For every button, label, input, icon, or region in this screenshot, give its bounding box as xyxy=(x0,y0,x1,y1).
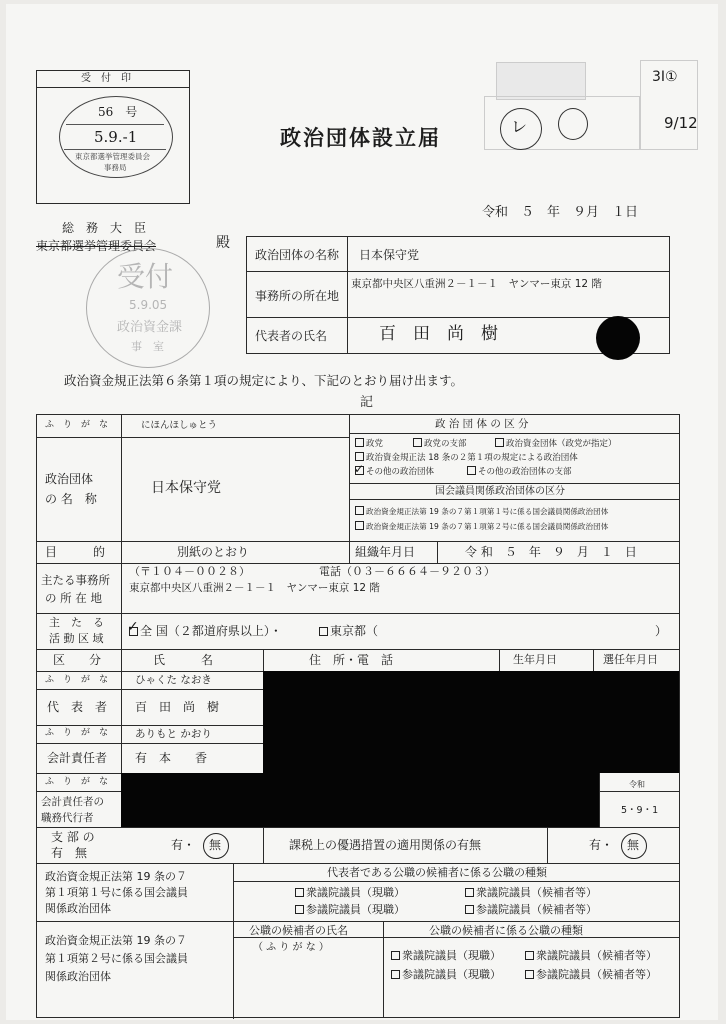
sec1-opt4-checkbox[interactable] xyxy=(465,905,474,914)
header-birth: 生年月日 xyxy=(513,653,557,666)
sec2-opt4-label: 参議院議員（候補者等） xyxy=(536,968,657,981)
tax-value: 有・ xyxy=(589,838,614,852)
review-circle-check xyxy=(500,108,542,150)
area-nationwide-label: 全 国（２都道府県以上）・ xyxy=(140,624,282,638)
sec2-name-title: 公職の候補者の氏名 xyxy=(249,924,348,937)
office-label-1: 主たる事務所 xyxy=(41,573,110,587)
sec2-label-1: 政治資金規正法第 19 条の７ xyxy=(45,934,187,947)
area-checked-mark: ✓ xyxy=(127,619,139,635)
classification-title: 政 治 団 体 の 区 分 xyxy=(435,418,529,430)
class-opt6-checkbox[interactable] xyxy=(467,466,476,475)
area-tokyo-label: 東京都（ xyxy=(330,624,379,638)
sec1-label-1: 政治資金規正法第 19 条の７ xyxy=(45,870,187,883)
addressee-line1: 総 務 大 臣 xyxy=(62,221,147,235)
stamp-org: 東京都選挙管理委員会 xyxy=(75,152,150,161)
stamp-number: 56 号 xyxy=(98,105,138,119)
postal-code: （〒１０４－００２８） xyxy=(129,565,250,578)
sec2-opt1-label: 衆議院議員（現職） xyxy=(402,949,501,962)
sec1-title: 代表者である公職の候補者に係る公職の種類 xyxy=(327,866,547,879)
furigana-label: ふ り が な xyxy=(45,420,109,430)
branch-label-1: 支 部 の xyxy=(51,830,95,844)
diet-opt2-label: 政治資金規正法第 19 条の７第１項第２号に係る国会議員関係政治団体 xyxy=(366,522,609,531)
class-opt2-label: 政党の支部 xyxy=(424,439,467,449)
review-check-mark: レ xyxy=(511,117,528,136)
redaction-block-1 xyxy=(263,671,679,773)
sec2-option-1 xyxy=(391,950,501,961)
branch-value: 有・ xyxy=(171,838,196,852)
branch-circled-none[interactable] xyxy=(203,833,229,859)
receipt-date-stamp xyxy=(59,96,173,178)
sec2-option-3 xyxy=(391,969,501,980)
furigana-value: にほんほしゅとう xyxy=(141,420,218,431)
receipt-box-title: 受 付 印 xyxy=(81,73,131,84)
tax-label: 課税上の優遇措置の適用関係の有無 xyxy=(289,838,482,852)
received-stamp xyxy=(86,248,210,368)
acc-furigana: ありもと かおり xyxy=(135,728,212,740)
sec1-option-2 xyxy=(465,887,597,898)
sec1-opt1-checkbox[interactable] xyxy=(295,888,304,897)
class-opt5-label: その他の政治団体 xyxy=(366,467,435,477)
rep-name: 百 田 尚 樹 xyxy=(135,700,220,714)
class-checked-mark: ✓ xyxy=(354,462,365,476)
class-opt3-label: 政治資金団体（政党が指定） xyxy=(506,439,617,449)
founding-value: 令 和 ５ 年 ９ 月 １ 日 xyxy=(465,545,637,559)
rep-furigana-label: ふ り が な xyxy=(45,675,109,685)
office-label-2: の 所 在 地 xyxy=(45,591,102,605)
document-page xyxy=(6,4,718,1020)
deputy-role-2: 職務代行者 xyxy=(41,812,94,824)
sec2-option-2 xyxy=(525,950,657,961)
class-option-6 xyxy=(467,466,572,477)
sec1-option-4 xyxy=(465,904,597,915)
area-tokyo xyxy=(319,625,378,637)
header-address: 住 所・電 話 xyxy=(309,653,394,667)
redacted-seal xyxy=(596,316,640,360)
applicant-name-value: 日本保守党 xyxy=(359,248,420,262)
office-phone: 電話（０３－６６６４－９２０３） xyxy=(319,565,495,578)
class-opt1-checkbox[interactable] xyxy=(355,438,364,447)
diet-opt1-label: 政治資金規正法第 19 条の７第１項第１号に係る国会議員関係政治団体 xyxy=(366,507,609,516)
faint-review-stamp xyxy=(496,62,586,100)
main-form xyxy=(36,414,680,1018)
area-nationwide xyxy=(129,625,282,637)
sec1-opt3-label: 参議院議員（現職） xyxy=(306,903,405,916)
rep-furigana: ひゃくた なおき xyxy=(135,674,212,686)
review-circle-empty xyxy=(558,108,588,140)
sec2-opt4-checkbox[interactable] xyxy=(525,970,534,979)
deputy-date: 5・9・1 xyxy=(621,805,659,816)
class-opt4-label: 政治資金規正法 18 条の２第１項の規定による政治団体 xyxy=(366,453,578,463)
receipt-stamp-box xyxy=(36,70,190,204)
diet-option-1 xyxy=(355,506,608,516)
received-stamp-date: 5.9.05 xyxy=(129,298,168,312)
sec1-opt2-checkbox[interactable] xyxy=(465,888,474,897)
applicant-rep-label: 代表者の氏名 xyxy=(255,329,328,343)
review-note-date: 9/12 xyxy=(664,114,698,132)
received-stamp-org: 政治資金課 xyxy=(117,320,183,335)
sec2-opt2-checkbox[interactable] xyxy=(525,951,534,960)
applicant-address-label: 事務所の所在地 xyxy=(255,289,340,303)
class-option-1 xyxy=(355,438,383,449)
review-note-top: 3Ⅰ① xyxy=(652,69,678,85)
deputy-role-1: 会計責任者の xyxy=(41,796,104,808)
sec2-label-3: 関係政治団体 xyxy=(45,970,111,983)
class-opt4-checkbox[interactable] xyxy=(355,452,364,461)
applicant-rep-value: 百 田 尚 樹 xyxy=(379,324,498,344)
deputy-furigana-label: ふ り が な xyxy=(45,777,109,787)
sec2-option-4 xyxy=(525,969,657,980)
sec1-opt3-checkbox[interactable] xyxy=(295,905,304,914)
diet-opt1-checkbox[interactable] xyxy=(355,506,364,515)
org-name-label-2: の 名 称 xyxy=(45,492,97,506)
tax-circled-text: 無 xyxy=(627,838,640,852)
redaction-block-2 xyxy=(121,773,599,827)
header-name: 氏 名 xyxy=(153,653,214,667)
area-close-paren: ） xyxy=(655,624,668,638)
area-label-1: 主 た る xyxy=(49,616,104,629)
branch-label-2: 有 無 xyxy=(51,846,88,860)
sec2-label-2: 第１項第２号に係る国会議員 xyxy=(45,952,188,965)
class-opt2-checkbox[interactable] xyxy=(413,438,422,447)
stamp-date: 5.9.-1 xyxy=(94,128,138,146)
rep-role: 代 表 者 xyxy=(47,700,108,714)
sec1-opt2-label: 衆議院議員（候補者等） xyxy=(476,886,597,899)
statement: 政治資金規正法第６条第１項の規定により、下記のとおり届け出ます。 xyxy=(64,373,464,388)
acc-furigana-label: ふ り が な xyxy=(45,728,109,738)
tax-circled-none[interactable] xyxy=(621,833,647,859)
applicant-address-value: 東京都中央区八重洲２－１－１ ヤンマー東京 12 階 xyxy=(351,278,602,290)
class-option-2 xyxy=(413,438,467,449)
sec2-title: 公職の候補者に係る公職の種類 xyxy=(429,924,583,937)
applicant-name-label: 政治団体の名称 xyxy=(255,248,340,262)
org-name-label-1: 政治団体 xyxy=(45,472,94,486)
class-opt1-label: 政党 xyxy=(366,439,384,449)
acc-role: 会計責任者 xyxy=(47,751,108,765)
class-option-5 xyxy=(355,466,434,477)
branch-circled-text: 無 xyxy=(209,838,222,852)
class-opt3-checkbox[interactable] xyxy=(495,438,504,447)
purpose-label: 目 的 xyxy=(45,545,106,559)
document-title: 政治団体設立届 xyxy=(280,125,441,150)
office-address: 東京都中央区八重洲２－１－１ ヤンマー東京 12 階 xyxy=(129,582,380,594)
acc-name: 有 本 香 xyxy=(135,751,208,765)
deputy-era: 令和 xyxy=(629,780,645,789)
class-option-4 xyxy=(355,452,578,463)
area-tokyo-checkbox[interactable] xyxy=(319,627,328,636)
header-appointed: 選任年月日 xyxy=(603,653,658,666)
submission-date: 令和 ５ 年 ９月 １日 xyxy=(482,205,639,220)
sec2-opt2-label: 衆議院議員（候補者等） xyxy=(536,949,657,962)
sec2-opt3-label: 参議院議員（現職） xyxy=(402,968,501,981)
addressee-honorific: 殿 xyxy=(216,235,230,251)
ki-heading: 記 xyxy=(360,395,374,410)
header-category: 区 分 xyxy=(53,653,102,667)
sec1-option-1 xyxy=(295,887,405,898)
class-opt6-label: その他の政治団体の支部 xyxy=(478,467,572,477)
sec1-opt4-label: 参議院議員（候補者等） xyxy=(476,903,597,916)
sec2-opt1-checkbox[interactable] xyxy=(391,951,400,960)
founding-label: 組織年月日 xyxy=(355,545,416,559)
org-name-value: 日本保守党 xyxy=(151,480,221,496)
purpose-value: 別紙のとおり xyxy=(177,545,250,559)
sec1-option-3 xyxy=(295,904,405,915)
addressee-line2: 東京都選挙管理委員会 xyxy=(36,239,157,253)
stamp-office: 事務局 xyxy=(104,163,127,172)
sec1-opt1-label: 衆議院議員（現職） xyxy=(306,886,405,899)
area-label-2: 活 動 区 域 xyxy=(49,632,104,645)
diet-opt2-checkbox[interactable] xyxy=(355,521,364,530)
class-option-3 xyxy=(495,438,617,449)
sec2-name-sub: （ ふ り が な ） xyxy=(253,942,329,953)
diet-option-2 xyxy=(355,521,608,531)
received-stamp-office: 事 室 xyxy=(131,340,164,353)
sec2-opt3-checkbox[interactable] xyxy=(391,970,400,979)
sec1-label-2: 第１項第１号に係る国会議員 xyxy=(45,886,188,899)
received-stamp-text: 受付 xyxy=(117,260,174,293)
diet-title: 国会議員関係政治団体の区分 xyxy=(435,486,565,497)
sec1-label-3: 関係政治団体 xyxy=(45,902,111,915)
